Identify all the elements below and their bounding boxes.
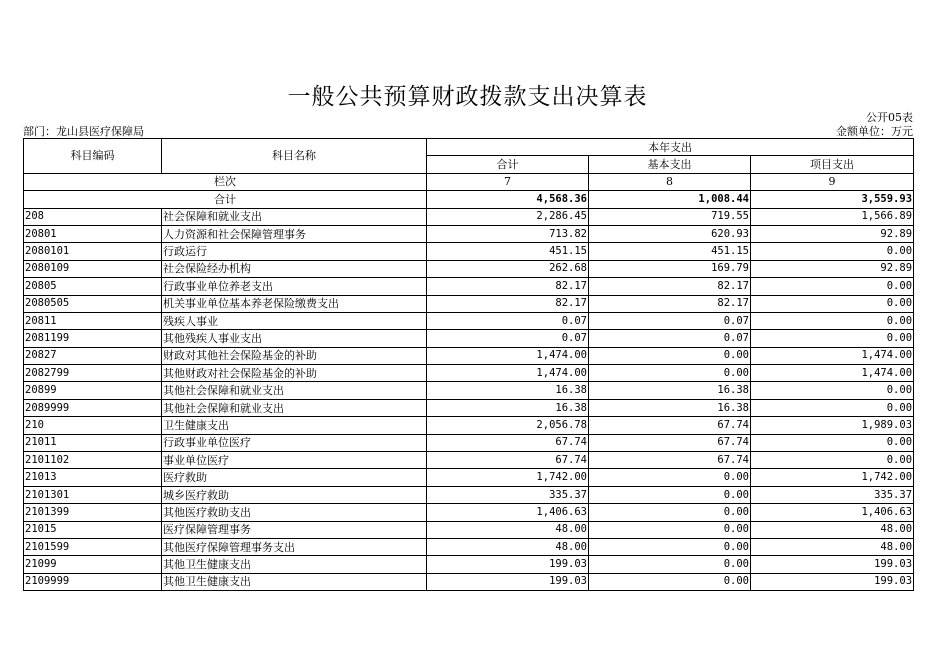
row-code: 2082799 <box>24 365 162 382</box>
total-label: 合计 <box>24 191 427 208</box>
row-project: 0.00 <box>751 243 914 260</box>
table-row <box>24 452 914 469</box>
table-row <box>24 382 914 399</box>
row-project: 335.37 <box>751 486 914 503</box>
row-name: 医疗保障管理事务 <box>162 521 427 538</box>
row-name: 行政运行 <box>162 243 427 260</box>
row-code: 2080109 <box>24 260 162 277</box>
total-basic: 1,008.44 <box>589 191 751 208</box>
row-name: 其他社会保障和就业支出 <box>162 399 427 416</box>
header-code: 科目编码 <box>24 139 162 174</box>
row-project: 0.00 <box>751 330 914 347</box>
total-amount: 4,568.36 <box>427 191 589 208</box>
row-total: 1,474.00 <box>427 347 589 364</box>
row-name: 行政事业单位医疗 <box>162 434 427 451</box>
total-row <box>24 191 914 208</box>
row-basic: 0.00 <box>589 556 751 573</box>
row-code: 2089999 <box>24 399 162 416</box>
table-row <box>24 365 914 382</box>
row-project: 199.03 <box>751 573 914 590</box>
row-name: 卫生健康支出 <box>162 417 427 434</box>
table-row <box>24 521 914 538</box>
row-project: 0.00 <box>751 452 914 469</box>
row-basic: 0.00 <box>589 573 751 590</box>
total-project: 3,559.93 <box>751 191 914 208</box>
row-basic: 169.79 <box>589 260 751 277</box>
table-row <box>24 504 914 521</box>
row-project: 0.00 <box>751 382 914 399</box>
row-name: 其他医疗救助支出 <box>162 504 427 521</box>
row-total: 48.00 <box>427 521 589 538</box>
index-c3: 9 <box>751 173 914 190</box>
row-code: 2081199 <box>24 330 162 347</box>
row-basic: 67.74 <box>589 434 751 451</box>
header-basic: 基本支出 <box>589 156 751 173</box>
row-project: 0.00 <box>751 295 914 312</box>
row-basic: 16.38 <box>589 399 751 416</box>
row-project: 1,566.89 <box>751 208 914 225</box>
row-code: 208 <box>24 208 162 225</box>
row-total: 1,742.00 <box>427 469 589 486</box>
table-row <box>24 260 914 277</box>
row-project: 1,989.03 <box>751 417 914 434</box>
table-row <box>24 295 914 312</box>
row-total: 1,406.63 <box>427 504 589 521</box>
table-row <box>24 278 914 295</box>
row-name: 医疗救助 <box>162 469 427 486</box>
row-project: 0.00 <box>751 434 914 451</box>
row-basic: 719.55 <box>589 208 751 225</box>
row-code: 210 <box>24 417 162 434</box>
row-basic: 0.00 <box>589 538 751 555</box>
row-total: 16.38 <box>427 382 589 399</box>
row-basic: 82.17 <box>589 295 751 312</box>
row-project: 1,474.00 <box>751 365 914 382</box>
index-label: 栏次 <box>24 173 427 190</box>
table-row <box>24 330 914 347</box>
row-project: 48.00 <box>751 521 914 538</box>
row-name: 行政事业单位养老支出 <box>162 278 427 295</box>
row-basic: 16.38 <box>589 382 751 399</box>
index-c1: 7 <box>427 173 589 190</box>
row-code: 2101399 <box>24 504 162 521</box>
row-basic: 0.07 <box>589 312 751 329</box>
row-project: 1,474.00 <box>751 347 914 364</box>
row-total: 0.07 <box>427 330 589 347</box>
header-row-1 <box>24 139 914 156</box>
row-name: 事业单位医疗 <box>162 452 427 469</box>
expenditure-table <box>23 138 914 591</box>
row-name: 其他卫生健康支出 <box>162 573 427 590</box>
row-basic: 0.00 <box>589 347 751 364</box>
row-code: 20899 <box>24 382 162 399</box>
row-total: 335.37 <box>427 486 589 503</box>
row-total: 262.68 <box>427 260 589 277</box>
row-total: 2,286.45 <box>427 208 589 225</box>
row-total: 713.82 <box>427 225 589 242</box>
row-project: 1,406.63 <box>751 504 914 521</box>
row-basic: 0.00 <box>589 469 751 486</box>
row-name: 机关事业单位基本养老保险缴费支出 <box>162 295 427 312</box>
table-row <box>24 573 914 590</box>
row-name: 人力资源和社会保障管理事务 <box>162 225 427 242</box>
row-total: 67.74 <box>427 452 589 469</box>
row-total: 67.74 <box>427 434 589 451</box>
index-c2: 8 <box>589 173 751 190</box>
row-basic: 82.17 <box>589 278 751 295</box>
row-project: 199.03 <box>751 556 914 573</box>
row-code: 2109999 <box>24 573 162 590</box>
row-project: 0.00 <box>751 278 914 295</box>
row-total: 0.07 <box>427 312 589 329</box>
row-code: 20801 <box>24 225 162 242</box>
row-basic: 67.74 <box>589 452 751 469</box>
index-row <box>24 173 914 190</box>
table-row <box>24 486 914 503</box>
row-code: 21099 <box>24 556 162 573</box>
row-name: 社会保险经办机构 <box>162 260 427 277</box>
row-total: 16.38 <box>427 399 589 416</box>
row-code: 20827 <box>24 347 162 364</box>
row-name: 财政对其他社会保险基金的补助 <box>162 347 427 364</box>
row-total: 48.00 <box>427 538 589 555</box>
row-total: 2,056.78 <box>427 417 589 434</box>
row-basic: 620.93 <box>589 225 751 242</box>
table-row <box>24 312 914 329</box>
row-basic: 0.00 <box>589 521 751 538</box>
row-name: 其他社会保障和就业支出 <box>162 382 427 399</box>
row-basic: 451.15 <box>589 243 751 260</box>
row-project: 1,742.00 <box>751 469 914 486</box>
row-project: 48.00 <box>751 538 914 555</box>
row-basic: 0.00 <box>589 504 751 521</box>
amount-unit-label: 金额单位：万元 <box>836 125 913 138</box>
table-row <box>24 469 914 486</box>
row-name: 残疾人事业 <box>162 312 427 329</box>
row-code: 2101301 <box>24 486 162 503</box>
row-code: 20805 <box>24 278 162 295</box>
row-project: 0.00 <box>751 399 914 416</box>
row-total: 1,474.00 <box>427 365 589 382</box>
row-code: 2080505 <box>24 295 162 312</box>
header-project: 项目支出 <box>751 156 914 173</box>
row-code: 21015 <box>24 521 162 538</box>
table-row <box>24 399 914 416</box>
row-total: 199.03 <box>427 556 589 573</box>
table-row <box>24 208 914 225</box>
row-project: 92.89 <box>751 260 914 277</box>
row-total: 82.17 <box>427 295 589 312</box>
row-code: 21011 <box>24 434 162 451</box>
row-total: 82.17 <box>427 278 589 295</box>
row-name: 其他残疾人事业支出 <box>162 330 427 347</box>
table-row <box>24 417 914 434</box>
page-title: 一般公共预算财政拨款支出决算表 <box>287 84 648 110</box>
table-row <box>24 243 914 260</box>
table-row <box>24 225 914 242</box>
header-current-year: 本年支出 <box>427 139 914 156</box>
row-project: 92.89 <box>751 225 914 242</box>
table-row <box>24 538 914 555</box>
row-project: 0.00 <box>751 312 914 329</box>
row-name: 其他医疗保障管理事务支出 <box>162 538 427 555</box>
row-total: 199.03 <box>427 573 589 590</box>
form-number: 公开05表 <box>866 111 913 124</box>
row-code: 2080101 <box>24 243 162 260</box>
row-total: 451.15 <box>427 243 589 260</box>
department-label: 部门：龙山县医疗保障局 <box>23 125 144 138</box>
row-basic: 0.07 <box>589 330 751 347</box>
table-row <box>24 556 914 573</box>
row-name: 其他财政对社会保险基金的补助 <box>162 365 427 382</box>
row-basic: 67.74 <box>589 417 751 434</box>
row-name: 社会保障和就业支出 <box>162 208 427 225</box>
row-code: 2101599 <box>24 538 162 555</box>
row-code: 20811 <box>24 312 162 329</box>
row-basic: 0.00 <box>589 486 751 503</box>
header-total: 合计 <box>427 156 589 173</box>
table-row <box>24 434 914 451</box>
row-name: 其他卫生健康支出 <box>162 556 427 573</box>
row-code: 2101102 <box>24 452 162 469</box>
row-basic: 0.00 <box>589 365 751 382</box>
row-name: 城乡医疗救助 <box>162 486 427 503</box>
header-name: 科目名称 <box>162 139 427 174</box>
row-code: 21013 <box>24 469 162 486</box>
table-row <box>24 347 914 364</box>
